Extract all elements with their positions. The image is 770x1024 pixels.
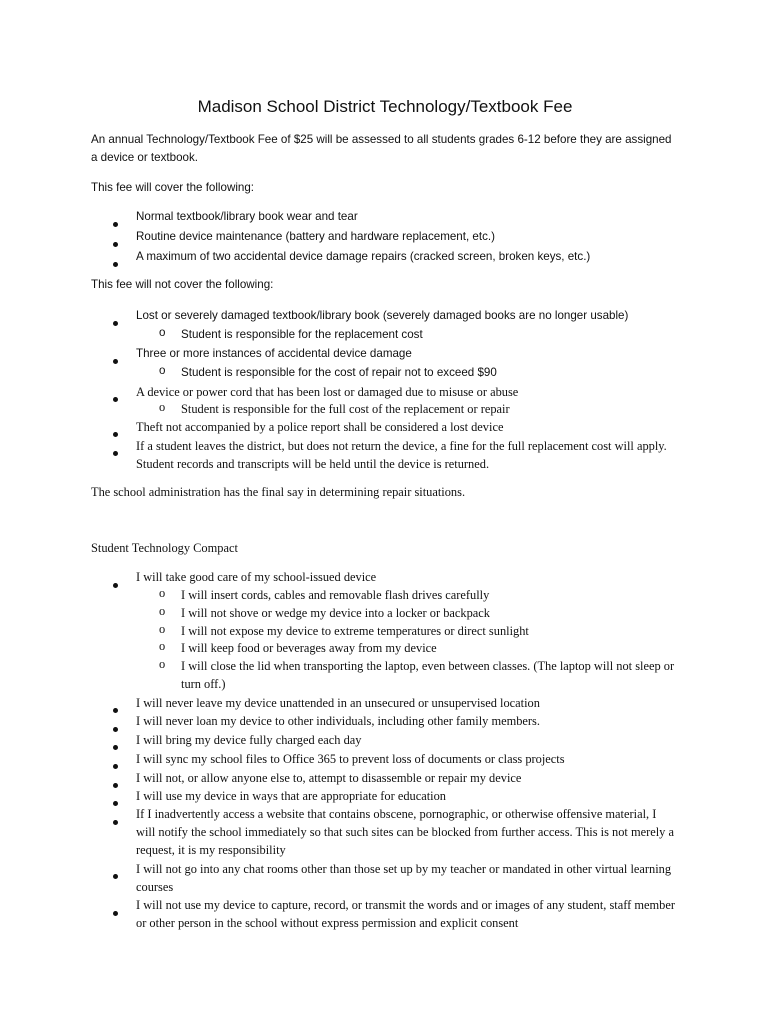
compact-heading: Student Technology Compact [91, 541, 238, 555]
covers-heading: This fee will cover the following: [91, 181, 255, 194]
intro-paragraph: An annual Technology/Textbook Fee of $25 will be assessed to all students grades 6-12 before they are assigned a device or textbook. [91, 133, 672, 164]
compact-item: I will not go into any chat rooms other than those set up by my teacher or mandated in other virtual learning courses [136, 862, 672, 894]
bullet-icon [113, 443, 118, 461]
bullet-icon [113, 756, 118, 774]
compact-item: I will take good care of my school-issued device [136, 570, 377, 584]
bullet-icon [113, 793, 118, 811]
sub-bullet-icon: o [159, 604, 166, 618]
compact-subitem: I will close the lid when transporting the laptop, even between classes. (The laptop will not sleep or turn off.) [181, 659, 675, 691]
covers-item: Normal textbook/library book wear and tear [136, 210, 358, 223]
sub-bullet-icon: o [159, 364, 166, 377]
not-cover-subitem: Student is responsible for the full cost of the replacement or repair [181, 402, 510, 416]
sub-bullet-icon: o [159, 586, 166, 600]
not-cover-item: Three or more instances of accidental device damage [136, 347, 412, 360]
compact-subitem: I will keep food or beverages away from my device [181, 641, 437, 655]
compact-subitem: I will insert cords, cables and removable flash drives carefully [181, 588, 490, 602]
bullet-icon [113, 214, 118, 232]
compact-subitem: I will not expose my device to extreme temperatures or direct sunlight [181, 624, 529, 638]
bullet-icon [113, 313, 118, 331]
bullet-icon [113, 234, 118, 252]
bullet-icon [113, 254, 118, 272]
compact-subitem: I will not shove or wedge my device into a locker or backpack [181, 606, 490, 620]
covers-item: Routine device maintenance (battery and hardware replacement, etc.) [136, 230, 495, 243]
covers-item: A maximum of two accidental device damage repairs (cracked screen, broken keys, etc.) [136, 250, 591, 263]
not-cover-item: Theft not accompanied by a police report shall be considered a lost device [136, 420, 504, 434]
bullet-icon [113, 719, 118, 737]
compact-item: I will never leave my device unattended in an unsecured or unsupervised location [136, 696, 540, 710]
bullet-icon [113, 812, 118, 830]
sub-bullet-icon: o [159, 639, 166, 653]
sub-bullet-icon: o [159, 622, 166, 636]
not-cover-subitem: Student is responsible for the replacement cost [181, 328, 423, 341]
sub-bullet-icon: o [159, 657, 166, 671]
not-cover-item: Lost or severely damaged textbook/library book (severely damaged books are no longer usable) [136, 309, 629, 322]
bullet-icon [113, 575, 118, 593]
compact-item: I will use my device in ways that are appropriate for education [136, 789, 446, 803]
not-cover-heading: This fee will not cover the following: [91, 278, 274, 291]
page-title: Madison School District Technology/Textbook Fee [197, 97, 573, 116]
compact-item: I will not, or allow anyone else to, attempt to disassemble or repair my device [136, 771, 522, 785]
bullet-icon [113, 351, 118, 369]
bullet-icon [113, 903, 118, 921]
bullet-icon [113, 737, 118, 755]
not-cover-item: If a student leaves the district, but does not return the device, a fine for the full replacement cost will apply. Student records and transcripts will be held until the device is returned. [136, 439, 667, 471]
compact-item: If I inadvertently access a website that contains obscene, pornographic, or otherwise offensive material, I will notify the school immediately so that such sites can be blocked from further access. This is not merely a request, it is my responsibility [136, 807, 674, 857]
bullet-icon [113, 424, 118, 442]
compact-item: I will bring my device fully charged each day [136, 733, 362, 747]
compact-item: I will sync my school files to Office 365 to prevent loss of documents or class projects [136, 752, 565, 766]
final-say-paragraph: The school administration has the final say in determining repair situations. [91, 485, 466, 499]
bullet-icon [113, 866, 118, 884]
bullet-icon [113, 700, 118, 718]
sub-bullet-icon: o [159, 400, 166, 414]
not-cover-subitem: Student is responsible for the cost of repair not to exceed $90 [181, 366, 497, 379]
bullet-icon [113, 389, 118, 407]
compact-item: I will never loan my device to other individuals, including other family members. [136, 714, 540, 728]
compact-item: I will not use my device to capture, record, or transmit the words and or images of any student, staff member or other person in the school without express permission and explicit consent [136, 898, 675, 930]
not-cover-item: A device or power cord that has been lost or damaged due to misuse or abuse [136, 385, 519, 399]
bullet-icon [113, 775, 118, 793]
sub-bullet-icon: o [159, 326, 166, 339]
